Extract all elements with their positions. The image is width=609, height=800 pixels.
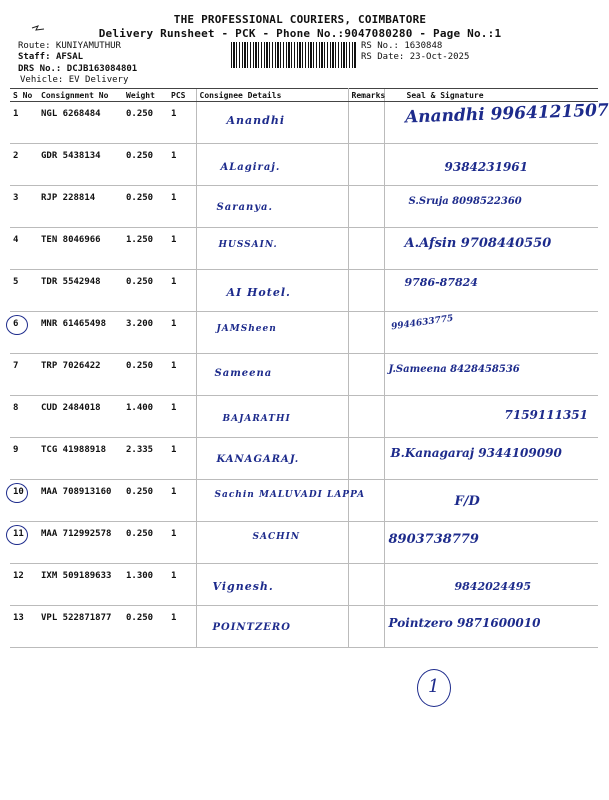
pieces-cell: 1 xyxy=(168,606,196,648)
serial-number-cell: 7 xyxy=(10,354,38,396)
signature-cell xyxy=(384,270,598,312)
pieces-cell: 1 xyxy=(168,144,196,186)
remarks-cell xyxy=(348,144,384,186)
signature-handwritten: A.Afsin 9708440550 xyxy=(404,236,552,251)
pieces-cell: 1 xyxy=(168,396,196,438)
serial-circle-mark xyxy=(6,525,28,545)
consignee-cell xyxy=(196,270,348,312)
weight-cell: 0.250 xyxy=(123,606,168,648)
col-header-weight: Weight xyxy=(123,89,168,102)
consignee-cell xyxy=(196,564,348,606)
vehicle-label: Vehicle: EV Delivery xyxy=(20,75,129,85)
serial-number-cell: 2 xyxy=(10,144,38,186)
col-header-sno: S No xyxy=(10,89,38,102)
remarks-cell xyxy=(348,438,384,480)
pieces-cell: 1 xyxy=(168,522,196,564)
signature-handwritten: 9842024495 xyxy=(454,580,532,593)
consignee-handwritten-name: BAJARATHI xyxy=(222,414,291,424)
remarks-cell xyxy=(348,480,384,522)
signature-handwritten: 8903738779 xyxy=(388,532,479,547)
consignment-number-cell: TRP 7026422 xyxy=(38,354,123,396)
remarks-cell xyxy=(348,312,384,354)
staff-line xyxy=(18,52,83,63)
weight-cell: 0.250 xyxy=(123,270,168,312)
staff-value: AFSAL xyxy=(55,52,84,62)
pieces-cell: 1 xyxy=(168,228,196,270)
signature-handwritten: F/D xyxy=(454,494,480,509)
remarks-cell xyxy=(348,354,384,396)
consignment-number-cell: IXM 509189633 xyxy=(38,564,123,606)
remarks-cell xyxy=(348,102,384,144)
consignee-handwritten-name: HUSSAIN. xyxy=(218,240,278,250)
consignee-cell xyxy=(196,438,348,480)
remarks-cell xyxy=(348,522,384,564)
consignee-cell xyxy=(196,480,366,522)
signature-handwritten: J.Sameena 8428458536 xyxy=(388,364,520,375)
consignee-handwritten-name: Vignesh. xyxy=(212,580,274,593)
serial-number-cell: 6 xyxy=(10,312,38,354)
signature-cell xyxy=(384,144,598,186)
consignment-number-cell: GDR 5438134 xyxy=(38,144,123,186)
consignee-handwritten-name: Sameena xyxy=(214,368,273,379)
consignee-handwritten-name: AI Hotel. xyxy=(226,286,291,299)
remarks-cell xyxy=(348,396,384,438)
consignee-cell xyxy=(196,522,348,564)
col-header-consignee: Consignee Details xyxy=(196,89,348,102)
weight-cell: 0.250 xyxy=(123,102,168,144)
signature-cell xyxy=(384,312,598,354)
signature-handwritten: 9944633775 xyxy=(390,313,454,333)
table-row xyxy=(10,480,598,522)
signature-handwritten: 7159111351 xyxy=(504,408,588,422)
col-header-remarks: Remarks xyxy=(348,89,384,102)
table-row xyxy=(10,396,598,438)
weight-cell: 0.250 xyxy=(123,522,168,564)
table-row xyxy=(10,606,598,648)
remarks-cell xyxy=(348,186,384,228)
pieces-cell: 1 xyxy=(168,312,196,354)
serial-number-cell: 4 xyxy=(10,228,38,270)
pieces-cell: 1 xyxy=(168,354,196,396)
table-row xyxy=(10,354,598,396)
signature-cell xyxy=(384,522,598,564)
weight-cell: 1.250 xyxy=(123,228,168,270)
drs-label: DRS No.: xyxy=(18,64,62,74)
signature-handwritten: 9786-87824 xyxy=(404,276,478,289)
staff-label: Staff: xyxy=(18,52,51,62)
col-header-signature: Seal & Signature xyxy=(384,89,598,102)
signature-handwritten: B.Kanagaraj 9344109090 xyxy=(390,446,562,460)
serial-number-cell: 11 xyxy=(10,522,38,564)
remarks-cell xyxy=(348,270,384,312)
signature-handwritten: S.Sruja 8098522360 xyxy=(408,196,522,207)
consignment-number-cell: TDR 5542948 xyxy=(38,270,123,312)
consignee-handwritten-name: POINTZERO xyxy=(212,622,291,633)
weight-cell: 0.250 xyxy=(123,354,168,396)
consignment-number-cell: TEN 8046966 xyxy=(38,228,123,270)
consignment-number-cell: MAA 708913160 xyxy=(38,480,123,522)
consignee-handwritten-name: Anandhi xyxy=(226,114,286,127)
table-row xyxy=(10,144,598,186)
consignment-number-cell: CUD 2484018 xyxy=(38,396,123,438)
weight-cell: 0.250 xyxy=(123,186,168,228)
consignee-cell xyxy=(196,102,348,144)
pieces-cell: 1 xyxy=(168,564,196,606)
signature-cell xyxy=(384,228,598,270)
runsheet-subtitle: Delivery Runsheet - PCK - Phone No.:9047080280 - Page No.:1 xyxy=(98,27,502,40)
remarks-cell xyxy=(348,564,384,606)
weight-cell: 1.300 xyxy=(123,564,168,606)
consignee-handwritten-name: ALagiraj. xyxy=(220,162,281,173)
drs-value: DCJB163084801 xyxy=(66,64,138,74)
pieces-cell: 1 xyxy=(168,102,196,144)
col-header-pcs: PCS xyxy=(168,89,196,102)
table-row xyxy=(10,564,598,606)
serial-circle-mark xyxy=(6,483,28,503)
serial-number-cell: 13 xyxy=(10,606,38,648)
route-label: Route: KUNIYAMUTHUR xyxy=(18,41,121,51)
table-row xyxy=(10,438,598,480)
serial-number-cell: 5 xyxy=(10,270,38,312)
signature-handwritten: Anandhi 9964121507 xyxy=(404,100,609,128)
consignee-cell xyxy=(196,606,348,648)
table-row xyxy=(10,186,598,228)
weight-cell: 2.335 xyxy=(123,438,168,480)
consignee-handwritten-name: Saranya. xyxy=(216,202,273,213)
page-marker-number: 1 xyxy=(428,676,440,697)
consignee-cell xyxy=(196,312,348,354)
consignee-handwritten-name: Sachin MALUVADI LAPPA xyxy=(214,490,366,500)
serial-number-cell: 8 xyxy=(10,396,38,438)
company-title: THE PROFESSIONAL COURIERS, COIMBATORE xyxy=(173,13,427,26)
consignment-number-cell: RJP 228814 xyxy=(38,186,123,228)
table-row xyxy=(10,312,598,354)
pieces-cell: 1 xyxy=(168,186,196,228)
consignee-handwritten-name: KANAGARAJ. xyxy=(216,454,300,465)
rs-date: RS Date: 23-Oct-2025 xyxy=(361,52,470,62)
runsheet-table xyxy=(10,88,609,648)
table-row xyxy=(10,102,598,144)
serial-number-cell: 12 xyxy=(10,564,38,606)
drs-line xyxy=(18,64,137,75)
pieces-cell: 1 xyxy=(168,438,196,480)
table-header-row xyxy=(10,89,598,102)
table-row xyxy=(10,228,598,270)
consignee-cell xyxy=(196,186,348,228)
consignment-number-cell: TCG 41988918 xyxy=(38,438,123,480)
serial-number-cell: 1 xyxy=(10,102,38,144)
table-row xyxy=(10,270,598,312)
pieces-cell: 1 xyxy=(168,270,196,312)
signature-cell xyxy=(384,396,598,438)
remarks-cell xyxy=(348,606,384,648)
signature-cell xyxy=(384,354,598,396)
table-row xyxy=(10,522,598,564)
consignment-number-cell: MNR 61465498 xyxy=(38,312,123,354)
pieces-cell: 1 xyxy=(168,480,196,522)
weight-cell: 1.400 xyxy=(123,396,168,438)
consignment-number-cell: MAA 712992578 xyxy=(38,522,123,564)
signature-cell xyxy=(384,606,598,648)
consignee-handwritten-name: SACHIN xyxy=(252,532,301,542)
consignee-cell xyxy=(196,396,348,438)
barcode xyxy=(231,42,357,68)
col-header-consignment: Consignment No xyxy=(38,89,123,102)
serial-number-cell: 9 xyxy=(10,438,38,480)
consignment-number-cell: VPL 522871877 xyxy=(38,606,123,648)
consignee-cell xyxy=(196,354,348,396)
serial-circle-mark xyxy=(6,315,28,335)
remarks-cell xyxy=(348,228,384,270)
weight-cell: 3.200 xyxy=(123,312,168,354)
signature-cell xyxy=(384,438,598,480)
signature-cell xyxy=(384,480,598,522)
weight-cell: 0.250 xyxy=(123,480,168,522)
consignment-number-cell: NGL 6268484 xyxy=(38,102,123,144)
rs-number: RS No.: 1630848 xyxy=(361,41,443,51)
signature-cell xyxy=(384,100,609,144)
weight-cell: 0.250 xyxy=(123,144,168,186)
serial-number-cell: 10 xyxy=(10,480,38,522)
signature-cell xyxy=(384,564,598,606)
consignee-handwritten-name: JAMSheen xyxy=(216,324,277,334)
signature-handwritten: Pointzero 9871600010 xyxy=(388,616,541,630)
signature-cell xyxy=(384,186,598,228)
signature-handwritten: 9384231961 xyxy=(444,160,528,174)
serial-number-cell: 3 xyxy=(10,186,38,228)
consignee-cell xyxy=(196,228,348,270)
consignee-cell xyxy=(196,144,348,186)
